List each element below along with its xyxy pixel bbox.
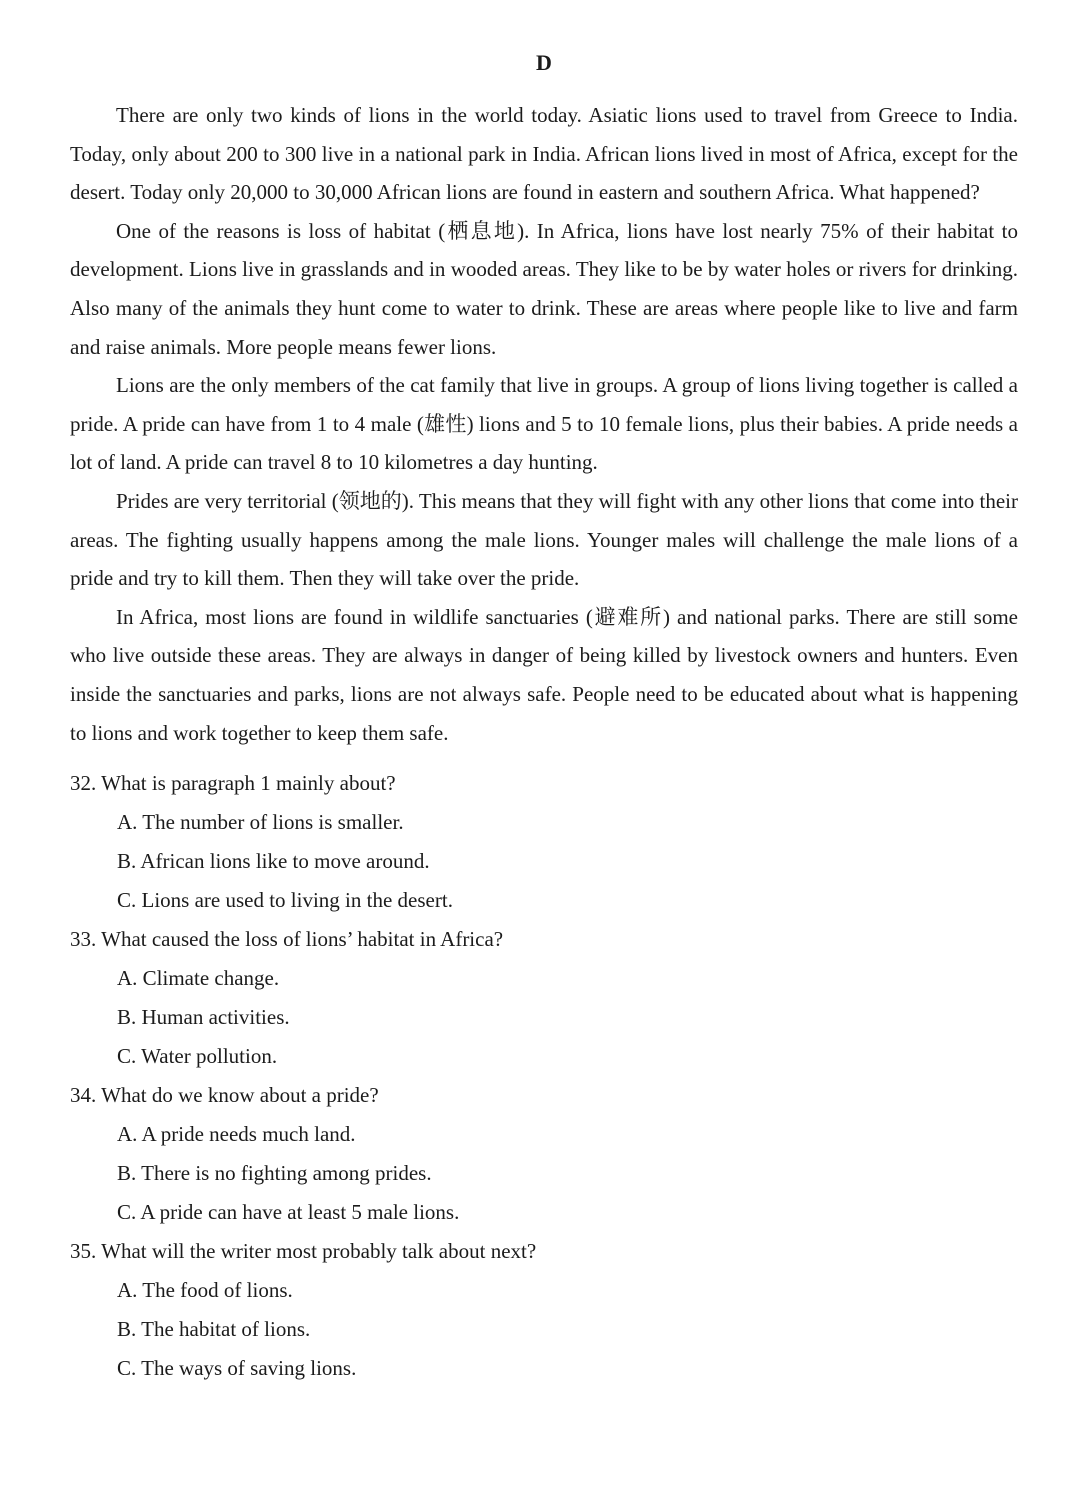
passage-paragraph-1: There are only two kinds of lions in the world today. Asiatic lions used to travel from Greece to India. Today, only about 200 to 300 live in a national park in India. African lions lived in most of Africa, except for the desert. Today only 20,000 to 30,000 African lions are found in eastern and southern Africa. What happened? <box>70 103 1018 205</box>
question-stem: 33. What caused the loss of lions’ habitat in Africa? <box>70 927 504 952</box>
passage-paragraph-4: Prides are very territorial (领地的). This means that they will fight with any other lions that come into their areas. The fighting usually happens among the male lions. Younger males will challenge the male lions of a pride and try to kill them. Then they will take over the pride. <box>70 488 1018 591</box>
passage-paragraph-3: Lions are the only members of the cat family that live in groups. A group of lions living together is called a pride. A pride can have from 1 to 4 male (雄性) lions and 5 to 10 female lions, plus their babies. A pride needs a lot of land. A pride can travel 8 to 10 kilometres a day hunting. <box>70 373 1018 475</box>
option-c: C. Lions are used to living in the desert. <box>117 888 453 913</box>
passage-paragraph-5: In Africa, most lions are found in wildlife sanctuaries (避难所) and national parks. There are still some who live outside these areas. They are always in danger of being killed by livestock owners and hunters. Even inside the sanctuaries and parks, lions are not always safe. People need to be educated about what is happening to lions and work together to keep them safe. <box>70 604 1018 745</box>
option-b: B. The habitat of lions. <box>117 1317 311 1342</box>
option-a: A. Climate change. <box>117 966 280 991</box>
option-c: C. A pride can have at least 5 male lions. <box>117 1200 460 1225</box>
question-stem: 34. What do we know about a pride? <box>70 1083 379 1108</box>
option-a: A. The food of lions. <box>117 1278 293 1303</box>
option-a: A. The number of lions is smaller. <box>117 810 404 835</box>
option-b: B. There is no fighting among prides. <box>117 1161 432 1186</box>
question-34 <box>70 1076 1018 1232</box>
question-stem: 32. What is paragraph 1 mainly about? <box>70 771 396 796</box>
question-32 <box>70 764 1018 920</box>
question-stem: 35. What will the writer most probably talk about next? <box>70 1239 537 1264</box>
option-c: C. Water pollution. <box>117 1044 278 1069</box>
reading-passage <box>70 96 1018 752</box>
option-a: A. A pride needs much land. <box>117 1122 356 1147</box>
question-list <box>70 764 1018 1388</box>
passage-paragraph-2: One of the reasons is loss of habitat (栖息地). In Africa, lions have lost nearly 75% of their habitat to development. Lions live in grasslands and in wooded areas. They like to be by water holes or rivers for drinking. Also many of the animals they hunt come to water to drink. These are areas where people like to live and farm and raise animals. More people means fewer lions. <box>70 218 1018 359</box>
question-33 <box>70 920 1018 1076</box>
section-title: D <box>536 50 552 75</box>
option-b: B. Human activities. <box>117 1005 290 1030</box>
option-c: C. The ways of saving lions. <box>117 1356 357 1381</box>
question-35 <box>70 1232 1018 1388</box>
option-b: B. African lions like to move around. <box>117 849 430 874</box>
